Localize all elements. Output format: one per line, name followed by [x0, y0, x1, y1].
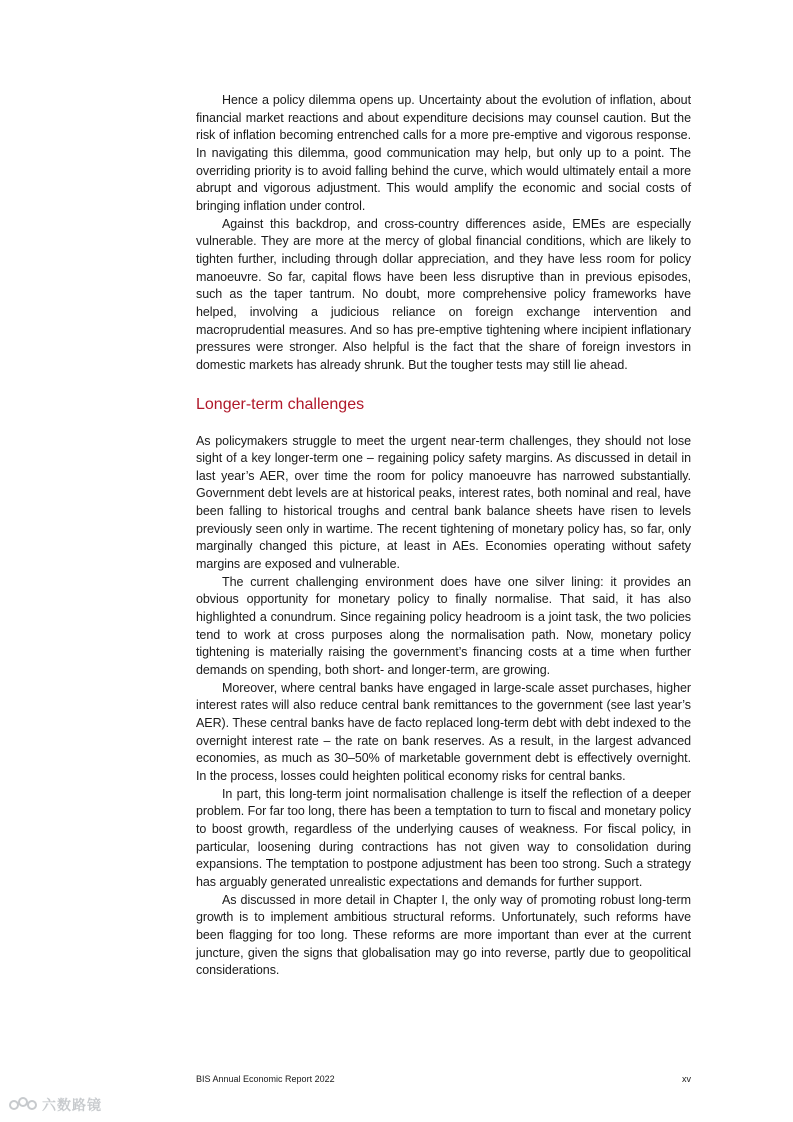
paragraph-safety-margins: As policymakers struggle to meet the urgent near-term challenges, they should not lose sight of a key longer-term one – regaining policy safety margins. As discussed in detail in last year’s AER, over time the room for policy manoeuvre has narrowed substantially. Government debt levels are at historical peaks, interest rates, both nominal and real, have been falling to historical troughs and central bank balance sheets have risen to levels previously seen only in wartime. The recent tightening of monetary policy has, so far, only marginally changed this picture, at least in AEs. Economies operating without safety margins are exposed and vulnerable.	[196, 433, 691, 572]
paragraph-asset-purchases: Moreover, where central banks have engaged in large-scale asset purchases, higher interest rates will also reduce central bank remittances to the government (see last year’s AER). These central banks have de facto replaced long-term debt with debt indexed to the overnight interest rate – the rate on bank reserves. As a result, in the largest advanced economies, as much as 30–50% of marketable government debt is effectively overnight. In the process, losses could heighten political economy risks for central banks.	[196, 680, 691, 783]
section-heading-longer-term-challenges: Longer-term challenges	[196, 395, 365, 413]
paragraph-structural-reforms: As discussed in more detail in Chapter I, the only way of promoting robust long-term growth is to implement ambitious structural reforms. Unfortunately, such reforms have been flagging for too long. These reforms are more important than ever at the current juncture, given the signs that globalisation may go into reverse, partly due to geopolitical considerations.	[196, 892, 691, 978]
paragraph-emes-vulnerable: Against this backdrop, and cross-country differences aside, EMEs are especially vulnerable. They are more at the mercy of global financial conditions, which are likely to tighten further, including through dollar appreciation, and they have less room for policy manoeuvre. So far, capital flows have been less disruptive than in previous episodes, such as the taper tantrum. No doubt, more comprehensive policy frameworks have helped, involving a judicious reliance on foreign exchange intervention and macroprudential measures. And so has pre-emptive tightening where incipient inflationary pressures were stronger. Also helpful is the fact that the share of foreign investors in domestic markets has already shrunk. But the tougher tests may still lie ahead.	[196, 216, 691, 372]
watermark-text: 六数路镜	[42, 1098, 102, 1114]
paragraph-silver-lining: The current challenging environment does have one silver lining: it provides an obvious opportunity for monetary policy to finally normalise. That said, it has also highlighted a conundrum. Since regaining policy headroom is a joint task, the two policies tend to work at cross purposes along the normalisation path. Now, monetary policy tightening is materially raising the government’s financing costs at a time when further demands on spending, both short- and longer-term, are growing.	[196, 574, 691, 678]
report-body	[196, 92, 691, 980]
paragraph-deeper-problem: In part, this long-term joint normalisation challenge is itself the reflection of a deeper problem. For far too long, there has been a temptation to turn to fiscal and monetary policy to boost growth, regardless of the underlying causes of weakness. For fiscal policy, in particular, loosening during contractions has not given way to consolidation during expansions. The temptation to postpone adjustment has been too strong. Such a strategy has arguably generated unrealistic expectations and demands for further support.	[196, 786, 691, 889]
watermark	[8, 1095, 102, 1115]
paragraph-policy-dilemma: Hence a policy dilemma opens up. Uncertainty about the evolution of inflation, about financial market reactions and about expenditure decisions may counsel caution. But the risk of inflation becoming entrenched calls for a more pre-emptive and vigorous response. In navigating this dilemma, good communication may help, but only up to a point. The overriding priority is to avoid falling behind the curve, which would ultimately entail a more abrupt and vigorous adjustment. This would amplify the economic and social costs of bringing inflation under control.	[196, 93, 691, 213]
watermark-logo-icon	[8, 1095, 38, 1115]
footer-page-number: xv	[682, 1074, 691, 1084]
footer-report-title: BIS Annual Economic Report 2022	[196, 1074, 335, 1084]
